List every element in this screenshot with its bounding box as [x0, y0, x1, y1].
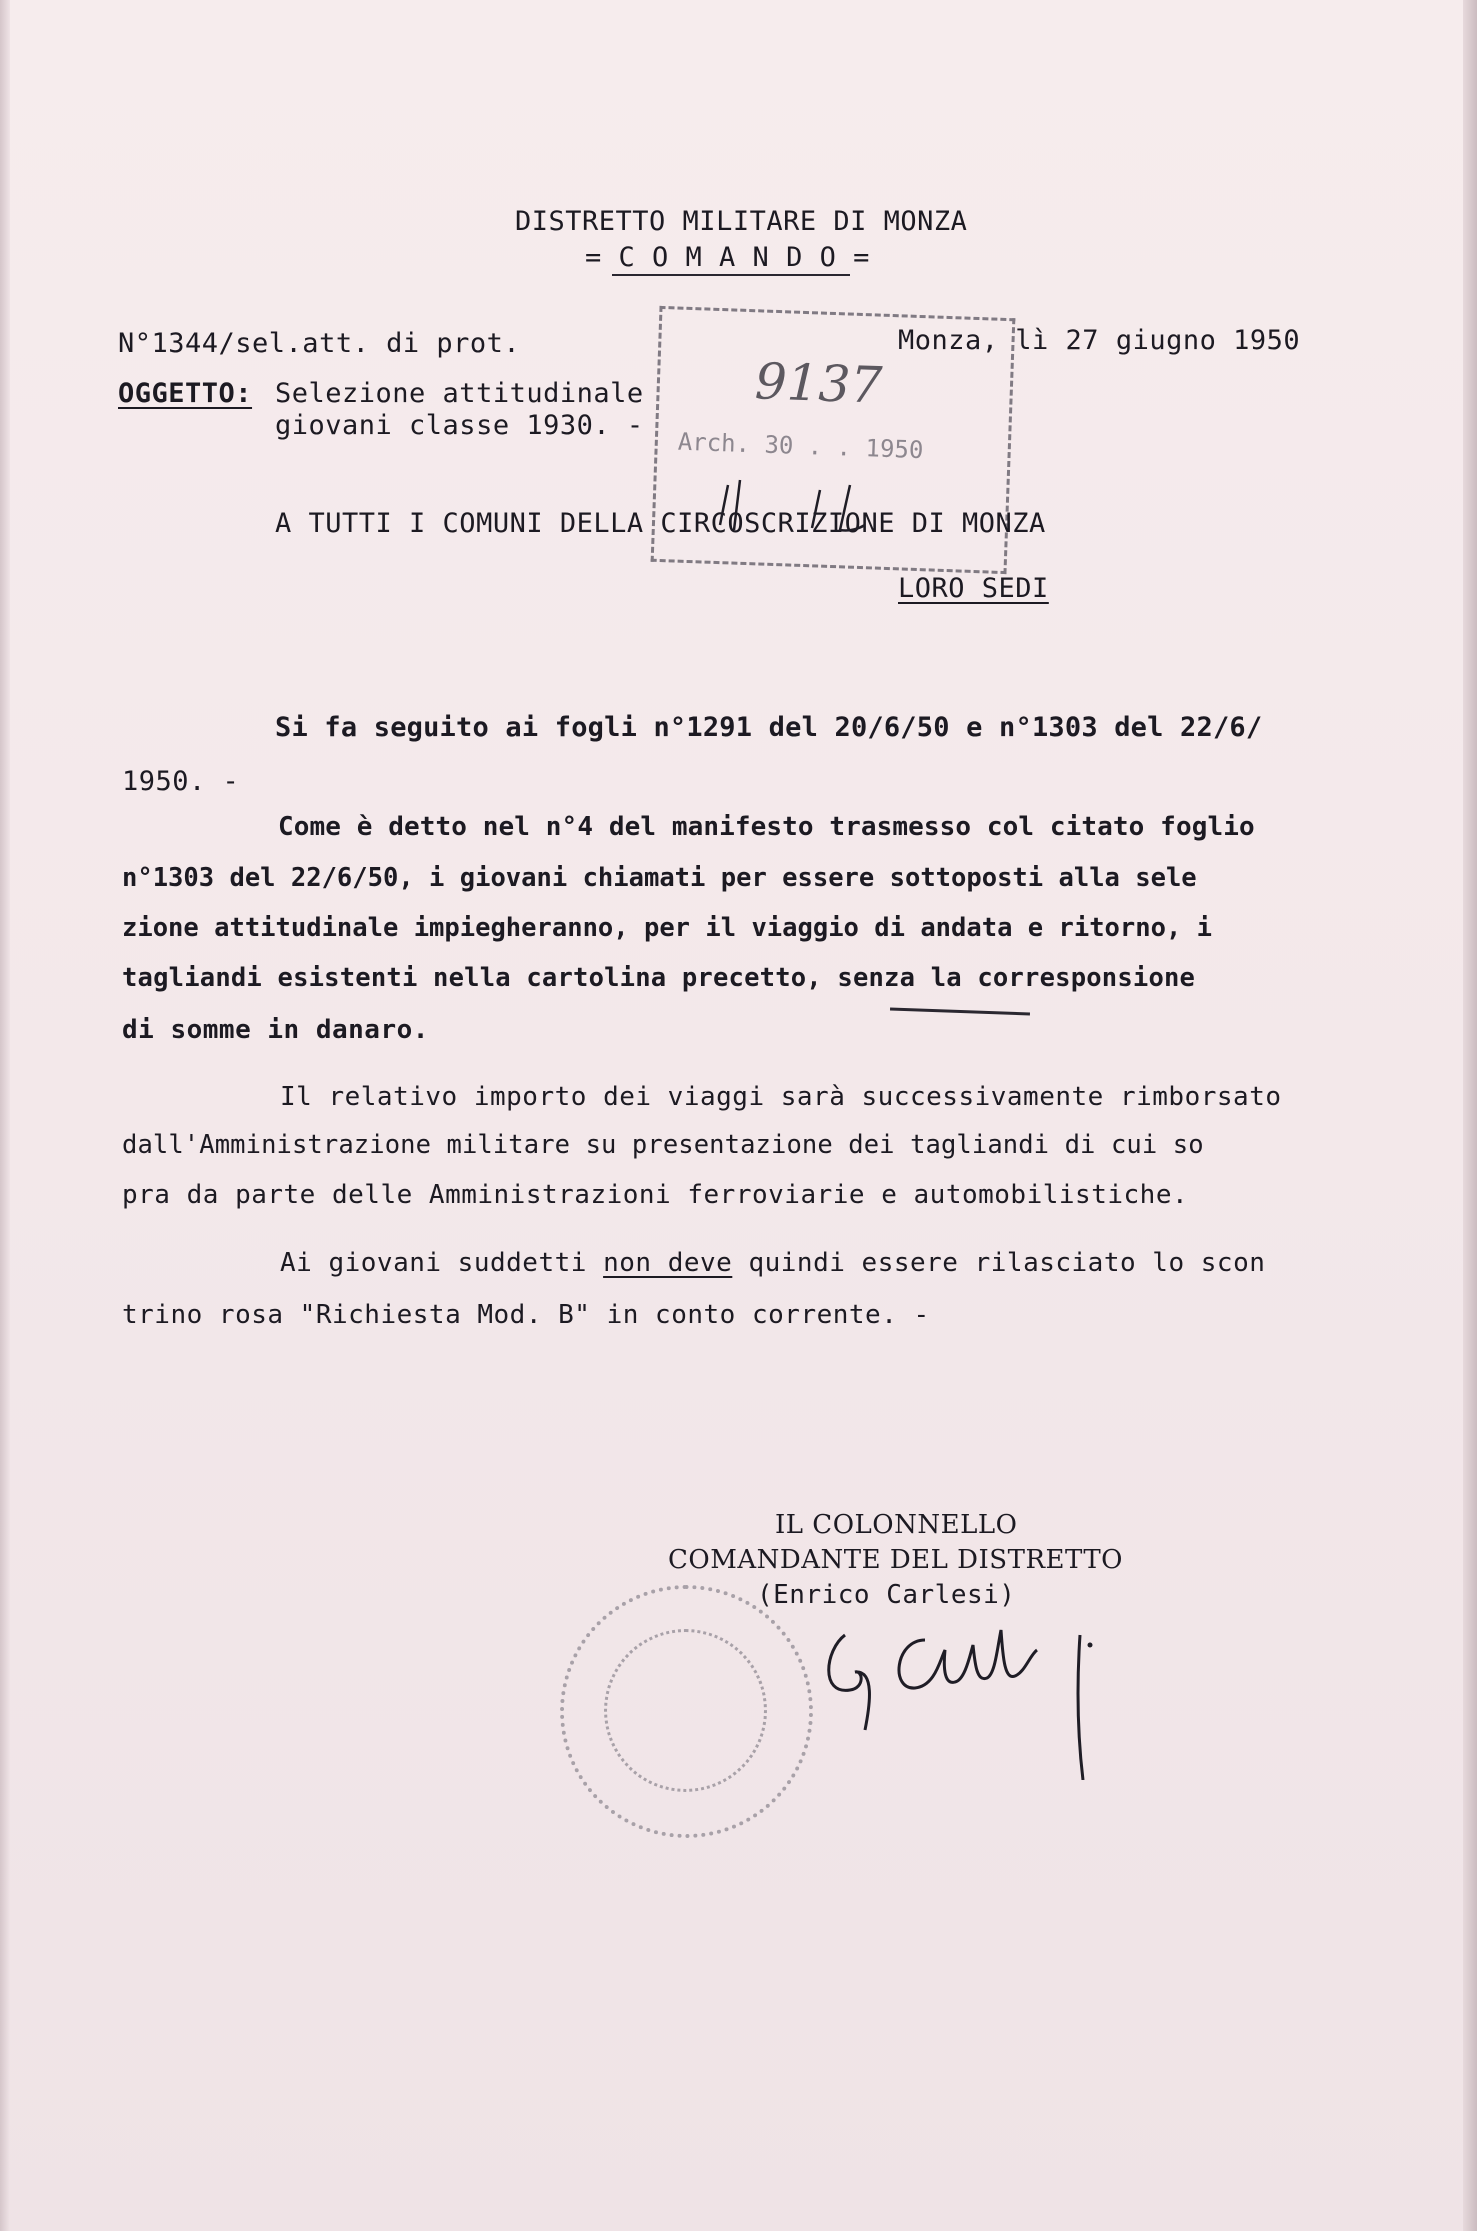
page-left-edge	[0, 0, 10, 2231]
paragraph-1-line-2: 1950. -	[122, 766, 240, 797]
stamp-number: 9137	[753, 352, 884, 415]
signature-rank: IL COLONNELLO	[775, 1510, 1018, 1540]
paragraph-2-line-5: di somme in danaro.	[122, 1015, 429, 1045]
paragraph-4-text-c: quindi essere rilasciato lo scon	[732, 1248, 1266, 1278]
official-seal	[560, 1585, 813, 1838]
paragraph-2-line-2: n°1303 del 22/6/50, i giovani chiamati per essere sottoposti alla sele	[122, 863, 1197, 893]
paragraph-3-line-2: dall'Amministrazione militare su presentazione dei tagliandi di cui so	[122, 1130, 1204, 1160]
subject-line-1: Selezione attitudinale	[275, 378, 644, 409]
handwritten-signature	[815, 1610, 1115, 1780]
paragraph-3-line-1: Il relativo importo dei viaggi sarà successivamente rimborsato	[280, 1082, 1282, 1112]
recipient-line-1: A TUTTI I COMUNI DELLA CIRCOSCRIZIONE DI MONZA	[275, 508, 1046, 539]
header-district: DISTRETTO MILITARE DI MONZA	[515, 206, 968, 237]
protocol-number: N°1344/sel.att. di prot.	[118, 328, 521, 359]
header-underline	[612, 274, 850, 276]
signature-title: COMANDANTE DEL DISTRETTO	[668, 1545, 1123, 1575]
paragraph-2-line-1: Come è detto nel n°4 del manifesto trasmesso col citato foglio	[278, 812, 1255, 842]
paragraph-1-line-1: Si fa seguito ai fogli n°1291 del 20/6/50 e n°1303 del 22/6/	[275, 712, 1263, 743]
handwritten-initials	[700, 470, 960, 540]
signature-name: (Enrico Carlesi)	[757, 1580, 1016, 1610]
paragraph-4-line-1	[280, 1248, 1265, 1278]
paragraph-2-line-3: zione attitudinale impiegheranno, per il viaggio di andata e ritorno, i	[122, 913, 1213, 943]
header-command: = C O M A N D O =	[585, 242, 870, 273]
paragraph-4-text-a: Ai giovani suddetti	[280, 1248, 604, 1278]
paragraph-3-line-3: pra da parte delle Amministrazioni ferroviarie e automobilistiche.	[122, 1180, 1189, 1210]
page-right-edge	[1463, 0, 1477, 2231]
paragraph-4-line-2: trino rosa "Richiesta Mod. B" in conto corrente. -	[122, 1300, 930, 1330]
subject-label: OGGETTO:	[118, 378, 253, 409]
paragraph-2-line-4: tagliandi esistenti nella cartolina precetto, senza la corresponsione	[122, 963, 1196, 993]
subject-line-2: giovani classe 1930. -	[275, 410, 644, 441]
paragraph-4-emphasis: non deve	[603, 1248, 733, 1278]
recipient-line-2: LORO SEDI	[898, 573, 1049, 604]
stamp-faded-text: Arch. 30 . . 1950	[677, 427, 924, 465]
place-date: Monza, lì 27 giugno 1950	[898, 325, 1301, 356]
